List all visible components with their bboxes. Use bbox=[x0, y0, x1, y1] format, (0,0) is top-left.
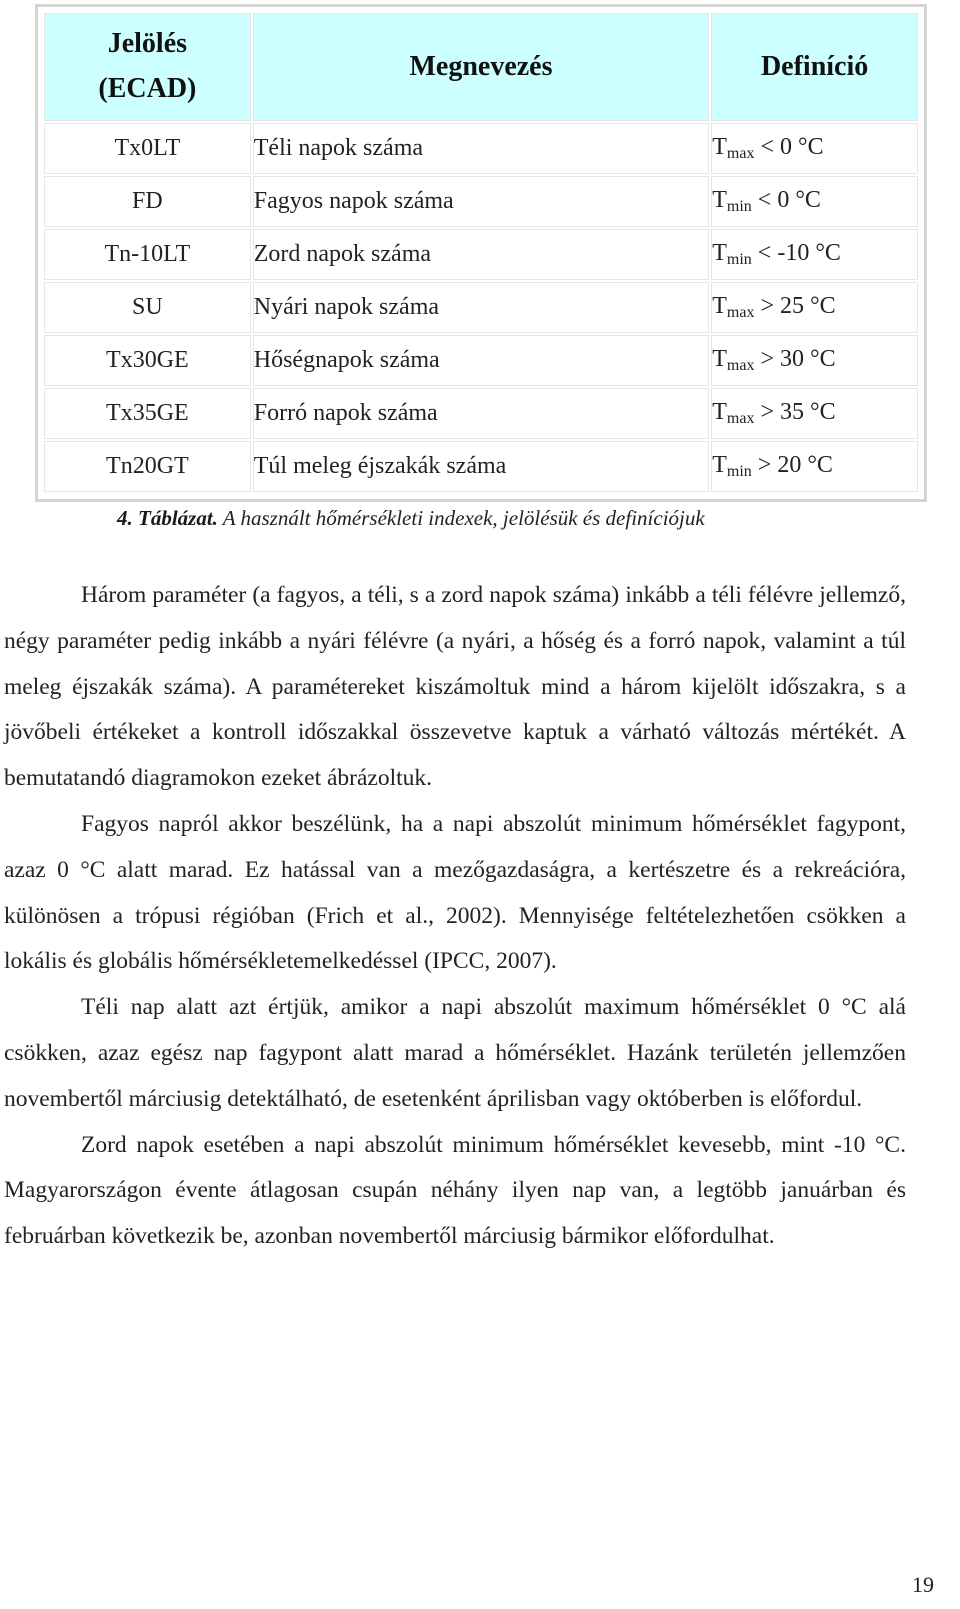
def-subscript: max bbox=[726, 357, 755, 374]
def-subscript: min bbox=[726, 463, 752, 480]
def-condition: < 0 °C bbox=[751, 187, 821, 213]
def-variable: T bbox=[712, 240, 727, 266]
def-variable: T bbox=[712, 346, 727, 372]
cell-code: Tx0LT bbox=[44, 123, 251, 174]
def-variable: T bbox=[712, 452, 727, 478]
def-variable: T bbox=[712, 134, 727, 160]
cell-name: Forró napok száma bbox=[253, 388, 709, 439]
caption-text: A használt hőmérsékleti indexek, jelölésük és definíciójuk bbox=[217, 506, 705, 530]
def-subscript: min bbox=[726, 198, 752, 215]
index-table-frame bbox=[35, 4, 927, 502]
header-code bbox=[44, 13, 251, 121]
index-table bbox=[42, 11, 920, 494]
body-text bbox=[4, 573, 906, 1260]
def-variable: T bbox=[712, 399, 727, 425]
cell-code: Tn-10LT bbox=[44, 229, 251, 280]
table-row bbox=[44, 229, 918, 280]
table-row bbox=[44, 388, 918, 439]
cell-code: Tx30GE bbox=[44, 335, 251, 386]
header-code-line-1: Jelölés bbox=[107, 28, 188, 60]
cell-code: Tn20GT bbox=[44, 441, 251, 492]
cell-code: SU bbox=[44, 282, 251, 333]
def-condition: > 20 °C bbox=[751, 452, 833, 478]
table-row bbox=[44, 441, 918, 492]
cell-definition bbox=[711, 123, 918, 174]
def-subscript: max bbox=[726, 145, 755, 162]
def-condition: < 0 °C bbox=[754, 134, 824, 160]
def-variable: T bbox=[712, 187, 727, 213]
def-subscript: max bbox=[726, 304, 755, 321]
caption-label: 4. Táblázat. bbox=[117, 506, 218, 530]
paragraph: Téli nap alatt azt értjük, amikor a napi abszolút maximum hőmérséklet 0 °C alá csökken, azaz egész nap fagypont alatt marad a hőmérséklet. Hazánk területén jellemzően novembertől márciusig detektálható, de esetenként áprilisban vagy októberben is előfordul. bbox=[4, 994, 906, 1112]
def-subscript: min bbox=[726, 251, 752, 268]
def-subscript: max bbox=[726, 410, 755, 427]
cell-definition bbox=[711, 335, 918, 386]
def-condition: > 35 °C bbox=[754, 399, 836, 425]
def-variable: T bbox=[712, 293, 727, 319]
table-header-row bbox=[44, 13, 918, 121]
paragraph: Három paraméter (a fagyos, a téli, s a zord napok száma) inkább a téli félévre jellemző, négy paraméter pedig inkább a nyári félévre (a nyári, a hőség és a forró napok, valamint a túl meleg éjszakák száma). A paramétereket kiszámoltuk mind a három kijelölt időszakra, s a jövőbeli értékeket a kontroll időszakkal összevetve kaptuk a várható változás mértékét. A bemutatandó diagramokon ezeket ábrázoltuk. bbox=[4, 582, 906, 792]
cell-code: Tx35GE bbox=[44, 388, 251, 439]
paragraph: Zord napok esetében a napi abszolút minimum hőmérséklet kevesebb, mint -10 °C. Magyarországon évente átlagosan csupán néhány ilyen nap van, a legtöbb januárban és februárban következik be, azonban novembertől márciusig bármikor előfordulhat. bbox=[4, 1131, 906, 1250]
cell-definition bbox=[711, 176, 918, 227]
cell-code: FD bbox=[44, 176, 251, 227]
table-row bbox=[44, 123, 918, 174]
page-number: 19 bbox=[912, 1572, 934, 1597]
cell-definition bbox=[711, 388, 918, 439]
cell-name: Nyári napok száma bbox=[253, 282, 709, 333]
header-code-line-2: (ECAD) bbox=[98, 73, 197, 104]
header-definition: Definíció bbox=[711, 13, 918, 121]
def-condition: > 25 °C bbox=[754, 293, 836, 319]
cell-definition bbox=[711, 229, 918, 280]
def-condition: < -10 °C bbox=[751, 240, 841, 266]
cell-name: Téli napok száma bbox=[253, 123, 709, 174]
table-caption bbox=[117, 506, 705, 531]
def-condition: > 30 °C bbox=[754, 346, 836, 372]
table-row bbox=[44, 176, 918, 227]
table-row bbox=[44, 282, 918, 333]
cell-name: Zord napok száma bbox=[253, 229, 709, 280]
header-name: Megnevezés bbox=[253, 13, 709, 121]
cell-name: Fagyos napok száma bbox=[253, 176, 709, 227]
cell-definition bbox=[711, 441, 918, 492]
table-row bbox=[44, 335, 918, 386]
cell-name: Hőségnapok száma bbox=[253, 335, 709, 386]
cell-definition bbox=[711, 282, 918, 333]
cell-name: Túl meleg éjszakák száma bbox=[253, 441, 709, 492]
paragraph: Fagyos napról akkor beszélünk, ha a napi abszolút minimum hőmérséklet fagypont, azaz 0 °C alatt marad. Ez hatással van a mezőgazdaságra, a kertészetre és a rekreációra, különösen a trópusi régióban (Frich et al., 2002). Mennyisége feltételezhetően csökken a lokális és globális hőmérsékletemelkedéssel (IPCC, 2007). bbox=[4, 810, 906, 975]
